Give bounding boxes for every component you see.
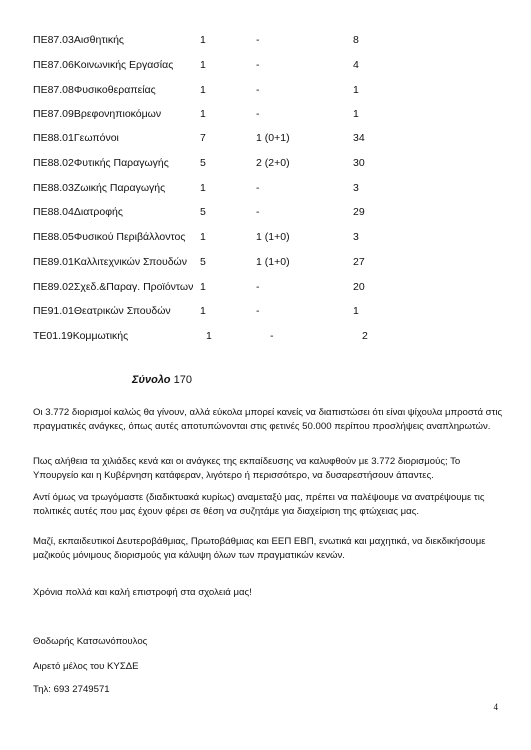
table-row	[0, 278, 531, 296]
count-c-cell: 1	[353, 84, 359, 96]
total-label: Σύνολο	[132, 374, 171, 386]
signature-name: Θοδωρής Κατσωνόπουλος	[33, 636, 148, 647]
count-a-cell: 1	[200, 84, 206, 96]
table-row	[0, 154, 531, 172]
count-b-cell: 1 (1+0)	[256, 231, 290, 243]
table-row	[0, 105, 531, 123]
specialty-cell: ΠΕ88.03Ζωικής Παραγωγής	[33, 182, 166, 194]
count-a-cell: 1	[200, 182, 206, 194]
count-a-cell: 1	[200, 231, 206, 243]
count-c-cell: 3	[353, 182, 359, 194]
count-a-cell: 1	[200, 59, 206, 71]
signature-phone: Τηλ: 693 2749571	[33, 684, 110, 695]
specialty-cell: ΠΕ87.08Φυσικοθεραπείας	[33, 84, 156, 96]
count-b-cell: 1 (0+1)	[256, 132, 290, 144]
table-row	[0, 228, 531, 246]
table-row	[0, 203, 531, 221]
count-b-cell: -	[256, 84, 260, 96]
count-a-cell: 7	[200, 132, 206, 144]
table-row	[0, 31, 531, 49]
page-number: 4	[493, 702, 498, 712]
count-c-cell: 34	[353, 132, 365, 144]
specialty-cell: ΠΕ91.01Θεατρικών Σπουδών	[33, 305, 171, 317]
specialty-cell: ΠΕ88.04Διατροφής	[33, 206, 123, 218]
signature-role: Αιρετό μέλος του ΚΥΣΔΕ	[33, 661, 139, 672]
count-b-cell: 1 (1+0)	[256, 256, 290, 268]
count-b-cell: -	[256, 182, 260, 194]
paragraph-5: Χρόνια πολλά και καλή επιστροφή στα σχολειά μας!	[33, 587, 252, 598]
count-c-cell: 3	[353, 231, 359, 243]
table-row	[0, 81, 531, 99]
count-a-cell: 1	[206, 330, 212, 342]
specialty-cell: ΠΕ87.09Βρεφονηπιοκόμων	[33, 108, 162, 120]
table-row	[0, 129, 531, 147]
count-a-cell: 1	[200, 34, 206, 46]
count-b-cell: -	[270, 330, 274, 342]
count-c-cell: 1	[353, 108, 359, 120]
table-row	[0, 56, 531, 74]
table-row	[0, 253, 531, 271]
count-a-cell: 5	[200, 206, 206, 218]
count-c-cell: 29	[353, 206, 365, 218]
count-a-cell: 5	[200, 157, 206, 169]
count-b-cell: -	[256, 108, 260, 120]
specialty-cell: ΠΕ87.06Κοινωνικής Εργασίας	[33, 59, 174, 71]
count-a-cell: 5	[200, 256, 206, 268]
count-a-cell: 1	[200, 281, 206, 293]
count-b-cell: -	[256, 305, 260, 317]
count-c-cell: 8	[353, 34, 359, 46]
count-c-cell: 2	[362, 330, 368, 342]
count-b-cell: 2 (2+0)	[256, 157, 290, 169]
paragraph-3: Αντί όμως να τρωγόμαστε (διαδικτυακά κυρίως) αναμεταξύ μας, πρέπει να παλέψουμε να ανατρέψουμε τις πολιτικές αυτές που μας έχουν φέρει σε θέση να συζητάμε για διαχείριση της φτώχειας μας.	[33, 492, 485, 517]
specialty-cell: ΠΕ88.01Γεωπόνοι	[33, 132, 119, 144]
count-b-cell: -	[256, 34, 260, 46]
count-b-cell: -	[256, 281, 260, 293]
specialty-cell: ΤΕ01.19Κομμωτικής	[33, 330, 129, 342]
count-c-cell: 1	[353, 305, 359, 317]
paragraph-2: Πως αλήθεια τα χιλιάδες κενά και οι ανάγκες της εκπαίδευσης να καλυφθούν με 3.772 διορισμούς; Το Υπουργείο και η Κυβέρνηση κατάφεραν, λιγότερο ή περισσότερο, να δυσαρεστήσουν άπαντες.	[33, 456, 461, 481]
count-b-cell: -	[256, 206, 260, 218]
count-b-cell: -	[256, 59, 260, 71]
specialty-cell: ΠΕ89.01Καλλιτεχνικών Σπουδών	[33, 256, 188, 268]
count-c-cell: 4	[353, 59, 359, 71]
paragraph-4: Μαζί, εκπαιδευτικοί Δευτεροβάθμιας, Πρωτοβάθμιας και ΕΕΠ ΕΒΠ, ενωτικά και μαχητικά, να διεκδικήσουμε μαζικούς μόνιμους διορισμούς για κάλυψη όλων των πραγματικών κενών.	[33, 536, 486, 561]
count-a-cell: 1	[200, 305, 206, 317]
specialty-cell: ΠΕ87.03Αισθητικής	[33, 34, 124, 46]
total-value: 170	[173, 374, 192, 386]
table-row	[0, 302, 531, 320]
count-c-cell: 27	[353, 256, 365, 268]
table-row	[0, 179, 531, 197]
paragraph-1: Οι 3.772 διορισμοί καλώς θα γίνουν, αλλά εύκολα μπορεί κανείς να διαπιστώσει ότι είναι ψίχουλα μπροστά στις πραγματικές ανάγκες, όπως αυτές αποτυπώνονται στις φετινές 50.000 περίπου προσλήψεις αναπληρωτών.	[33, 407, 503, 432]
count-c-cell: 30	[353, 157, 365, 169]
specialty-cell: ΠΕ88.05Φυσικού Περιβάλλοντος	[33, 231, 186, 243]
specialty-cell: ΠΕ89.02Σχεδ.&Παραγ. Προϊόντων	[33, 281, 194, 293]
total-line	[132, 374, 192, 386]
specialty-cell: ΠΕ88.02Φυτικής Παραγωγής	[33, 157, 169, 169]
count-a-cell: 1	[200, 108, 206, 120]
table-row	[0, 327, 531, 345]
count-c-cell: 20	[353, 281, 365, 293]
